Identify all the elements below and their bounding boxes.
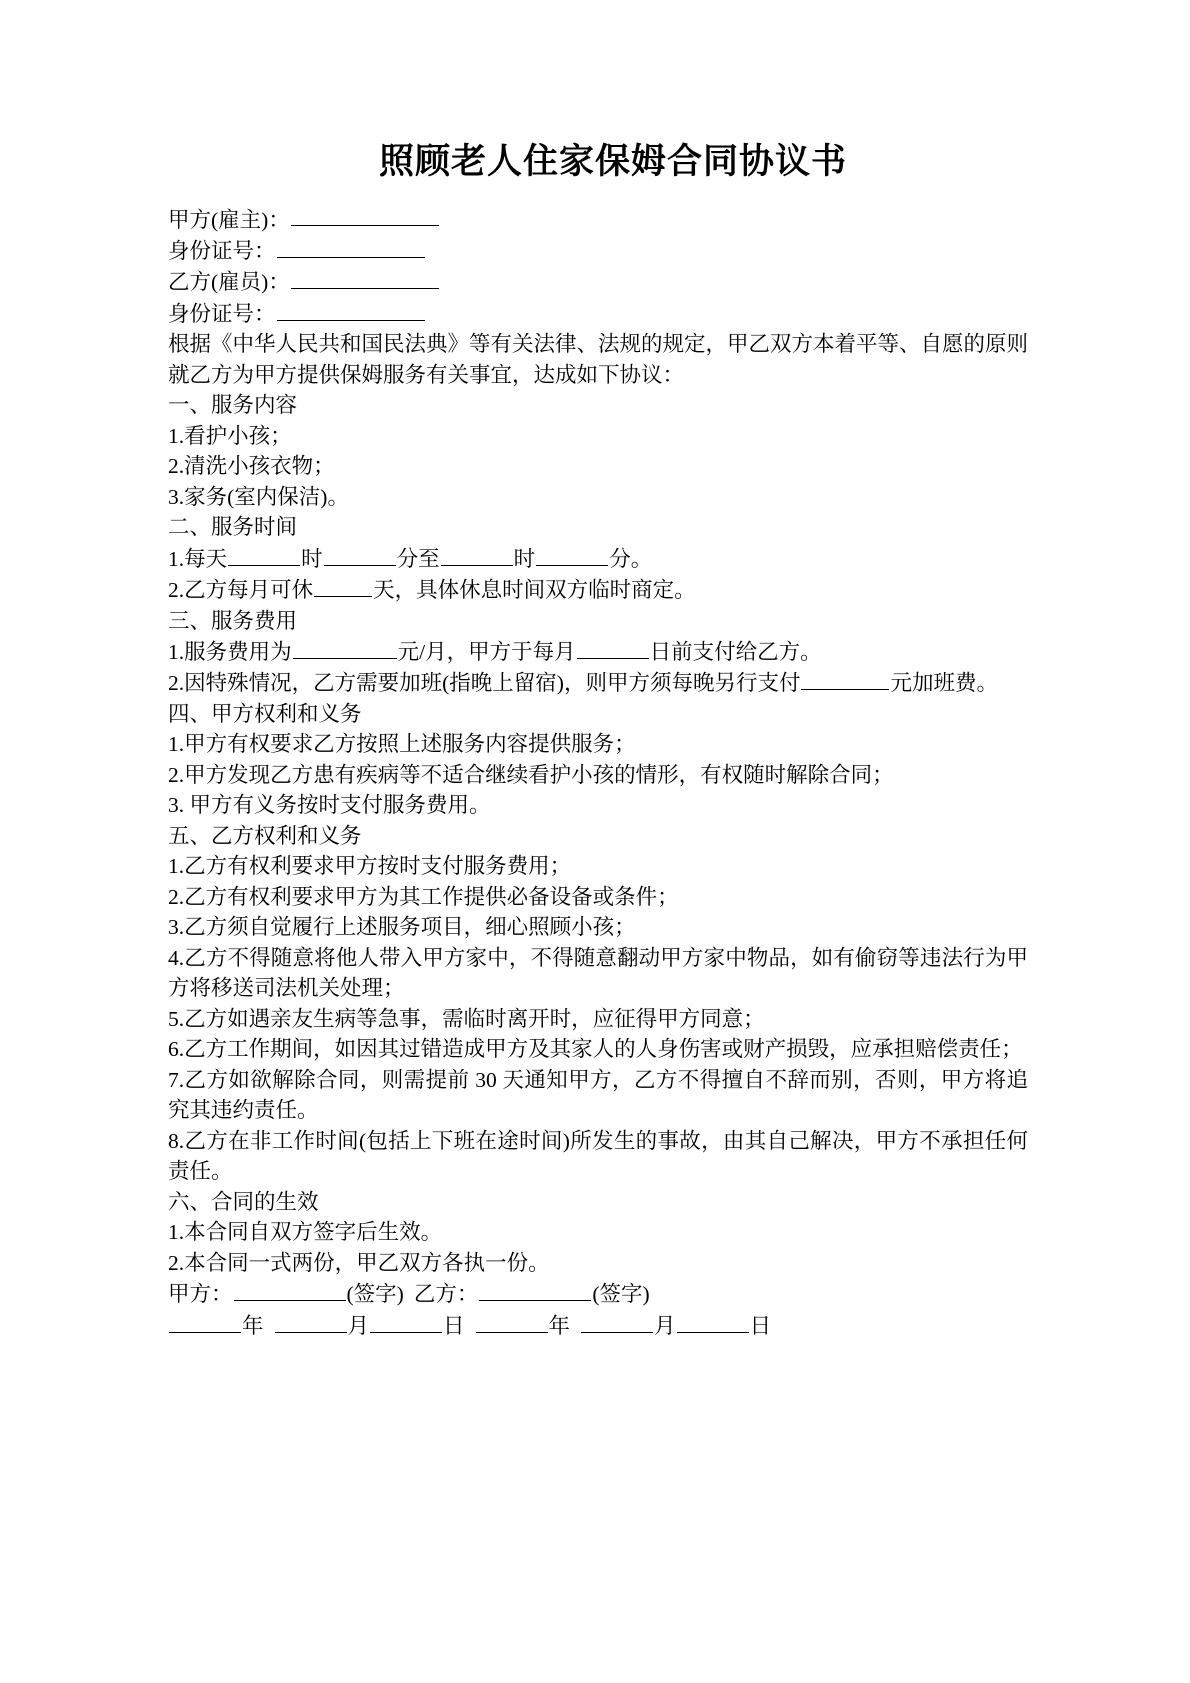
blank-line[interactable] <box>324 543 396 566</box>
section-heading-4: 四、甲方权利和义务 <box>168 701 362 726</box>
section-5-item-1: 1.乙方有权利要求甲方按时支付服务费用； <box>168 854 572 879</box>
section-4-item-1: 1.甲方有权要求乙方按照上述服务内容提供服务； <box>168 732 636 757</box>
party-b-month-blank[interactable] <box>581 1310 653 1333</box>
section-heading-1: 一、服务内容 <box>168 393 298 418</box>
text-fragment: 分。 <box>609 546 653 571</box>
blank-line[interactable] <box>801 667 889 690</box>
page-title: 照顾老人住家保姆合同协议书 <box>378 142 847 182</box>
section-1-item-1: 1.看护小孩； <box>168 423 292 448</box>
party-a-signature-label: 甲方： <box>168 1282 233 1307</box>
date-day-label: 日 <box>749 1313 772 1338</box>
text-fragment: 1.每天 <box>168 546 228 571</box>
section-heading-2: 二、服务时间 <box>168 515 298 540</box>
party-b-signature-blank[interactable] <box>479 1278 591 1301</box>
blank-line[interactable] <box>277 298 425 321</box>
field-label: 身份证号： <box>168 301 276 326</box>
party-a-year-blank[interactable] <box>169 1310 241 1333</box>
field-party-b-id <box>168 298 1028 329</box>
field-label: 甲方(雇主)： <box>168 207 290 232</box>
date-month-label: 月 <box>654 1313 676 1338</box>
blank-line[interactable] <box>293 636 397 659</box>
party-b-day-blank[interactable] <box>677 1310 749 1333</box>
text-fragment: 2.因特殊情况，乙方需要加班(指晚上留宿)，则甲方须每晚另行支付 <box>168 671 801 696</box>
blank-line[interactable] <box>228 543 300 566</box>
text-fragment: 2.乙方每月可休 <box>168 578 314 603</box>
section-heading-5: 五、乙方权利和义务 <box>168 823 362 848</box>
party-b-signature-label: 乙方： <box>413 1282 479 1307</box>
field-party-a-name <box>168 204 1028 235</box>
section-heading-3: 三、服务费用 <box>168 608 298 633</box>
party-a-month-blank[interactable] <box>275 1310 347 1333</box>
section-1-item-2: 2.清洗小孩衣物； <box>168 454 335 479</box>
party-a-signature-blank[interactable] <box>234 1278 346 1301</box>
section-5-item-4: 4.乙方不得随意将他人带入甲方家中，不得随意翻动甲方家中物品，如有偷窃等违法行为甲方将移送司法机关处理； <box>168 945 1028 1001</box>
blank-line[interactable] <box>291 204 439 227</box>
field-label: 身份证号： <box>168 238 276 263</box>
section-5-item-2: 2.乙方有权利要求甲方为其工作提供必备设备或条件； <box>168 884 679 909</box>
blank-line[interactable] <box>277 235 425 258</box>
section-1-item-3: 3.家务(室内保洁)。 <box>168 484 349 509</box>
text-fragment: 元加班费。 <box>890 671 998 696</box>
section-5-item-6: 6.乙方工作期间，如因其过错造成甲方及其家人的人身伤害或财产损毁，应承担赔偿责任； <box>168 1037 1023 1062</box>
party-a-day-blank[interactable] <box>370 1310 442 1333</box>
section-3-item-2 <box>168 667 1028 698</box>
section-6-item-1: 1.本合同自双方签字后生效。 <box>168 1220 443 1245</box>
field-label: 乙方(雇员)： <box>168 270 290 295</box>
text-fragment: 时 <box>301 546 323 571</box>
blank-line[interactable] <box>441 543 513 566</box>
section-5-item-8: 8.乙方在非工作时间(包括上下班在途时间)所发生的事故，由其自己解决，甲方不承担任何责任。 <box>168 1128 1028 1184</box>
blank-line[interactable] <box>577 636 649 659</box>
section-4-item-3: 3. 甲方有义务按时支付服务费用。 <box>168 793 491 818</box>
field-party-a-id <box>168 235 1028 266</box>
section-3-item-1 <box>168 636 1028 667</box>
section-5-item-3: 3.乙方须自觉履行上述服务项目，细心照顾小孩； <box>168 915 636 940</box>
text-fragment: 分至 <box>396 546 440 571</box>
date-year-label: 年 <box>548 1313 571 1338</box>
section-2-item-1 <box>168 543 1028 574</box>
party-a-sign-note: (签字) <box>346 1282 404 1307</box>
text-fragment: 时 <box>513 546 536 571</box>
field-party-b-name <box>168 266 1028 297</box>
date-day-label: 日 <box>443 1313 465 1338</box>
section-heading-6: 六、合同的生效 <box>168 1189 319 1214</box>
text-fragment: 天，具体休息时间双方临时商定。 <box>373 578 696 603</box>
blank-line[interactable] <box>291 266 439 289</box>
signature-row <box>168 1278 1028 1309</box>
blank-line[interactable] <box>314 574 372 597</box>
text-fragment: 元/月，甲方于每月 <box>397 639 576 664</box>
party-b-sign-note: (签字) <box>592 1282 650 1307</box>
section-6-item-2: 2.本合同一式两份，甲乙双方各执一份。 <box>168 1250 550 1275</box>
document-body <box>168 140 1028 1341</box>
text-fragment: 1.服务费用为 <box>168 639 292 664</box>
date-year-label: 年 <box>242 1313 264 1338</box>
section-2-item-2 <box>168 574 1028 605</box>
section-5-item-5: 5.乙方如遇亲友生病等急事，需临时离开时，应征得甲方同意； <box>168 1006 765 1031</box>
section-4-item-2: 2.甲方发现乙方患有疾病等不适合继续看护小孩的情形，有权随时解除合同； <box>168 762 894 787</box>
date-month-label: 月 <box>347 1313 370 1338</box>
preamble-paragraph: 根据《中华人民共和国民法典》等有关法律、法规的规定，甲乙双方本着平等、自愿的原则就乙方为甲方提供保姆服务有关事宜，达成如下协议： <box>168 332 1029 387</box>
signature-date-row <box>168 1310 1028 1341</box>
section-5-item-7: 7.乙方如欲解除合同，则需提前 30 天通知甲方，乙方不得擅自不辞而别，否则，甲方将追究其违约责任。 <box>168 1067 1028 1123</box>
party-b-year-blank[interactable] <box>476 1310 548 1333</box>
blank-line[interactable] <box>536 543 608 566</box>
text-fragment: 日前支付给乙方。 <box>649 639 822 664</box>
